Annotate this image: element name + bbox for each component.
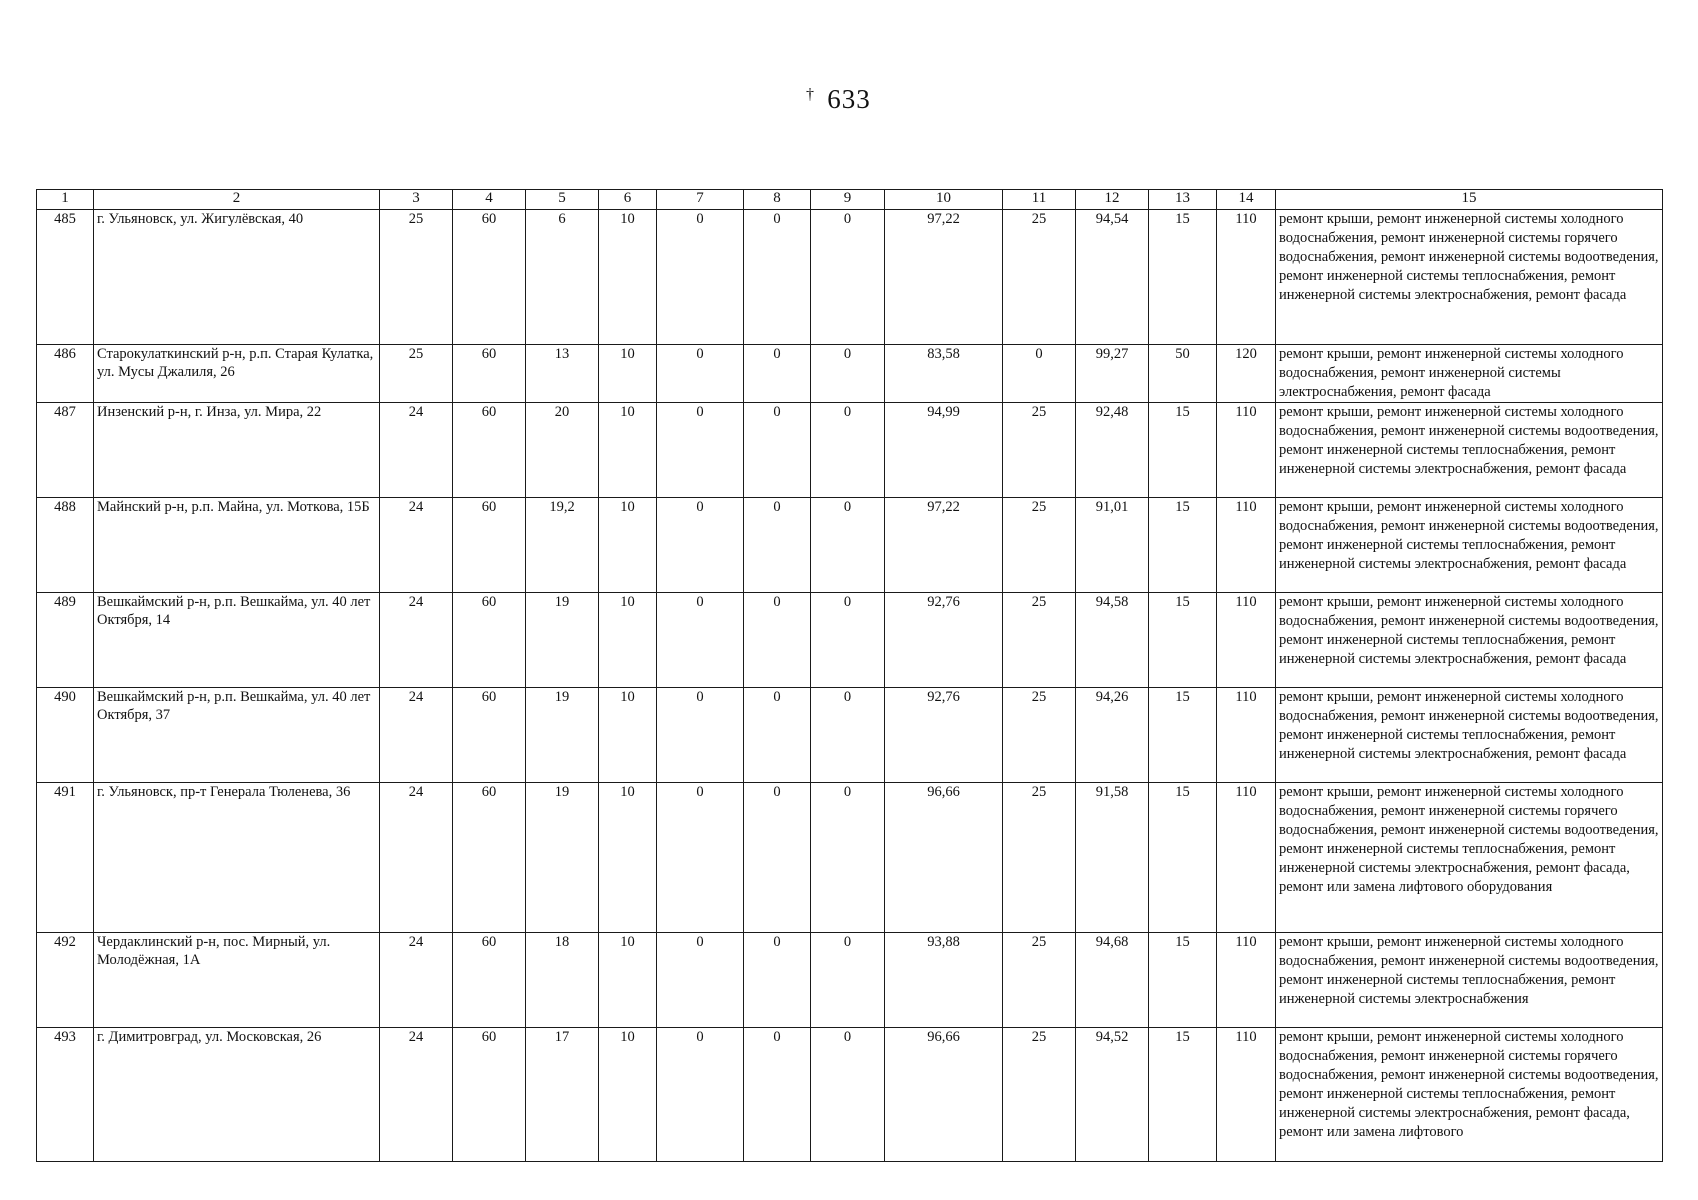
value-cell: 110 [1217, 593, 1276, 688]
repair-works-cell: ремонт крыши, ремонт инженерной системы холодного водоснабжения, ремонт инженерной системы горячего водоснабжения, ремонт инженерной системы водоотведения, ремонт инженерной системы теплоснабжения, ремонт инженерной системы электроснабжения, ремонт фасада, ремонт или замена лифтового оборудования [1276, 783, 1663, 933]
repair-works-cell: ремонт крыши, ремонт инженерной системы холодного водоснабжения, ремонт инженерной системы горячего водоснабжения, ремонт инженерной системы водоотведения, ремонт инженерной системы теплоснабжения, ремонт инженерной системы электроснабжения, ремонт фасада [1276, 210, 1663, 345]
column-header: 4 [453, 190, 526, 210]
column-header: 15 [1276, 190, 1663, 210]
value-cell: 92,76 [885, 593, 1003, 688]
repair-works-cell: ремонт крыши, ремонт инженерной системы холодного водоснабжения, ремонт инженерной системы водоотведения, ремонт инженерной системы теплоснабжения, ремонт инженерной системы электроснабжения, ремонт фасада [1276, 403, 1663, 498]
value-cell: 15 [1149, 593, 1217, 688]
value-cell: 25 [1003, 933, 1076, 1028]
repair-works-cell: ремонт крыши, ремонт инженерной системы холодного водоснабжения, ремонт инженерной системы горячего водоснабжения, ремонт инженерной системы водоотведения, ремонт инженерной системы теплоснабжения, ремонт инженерной системы электроснабжения, ремонт фасада, ремонт или замена лифтового [1276, 1028, 1663, 1162]
value-cell: 0 [811, 1028, 885, 1162]
value-cell: 25 [1003, 593, 1076, 688]
value-cell: 17 [526, 1028, 599, 1162]
row-number-cell: 492 [37, 933, 94, 1028]
value-cell: 15 [1149, 1028, 1217, 1162]
value-cell: 10 [599, 498, 657, 593]
address-cell: Вешкаймский р-н, р.п. Вешкайма, ул. 40 лет Октября, 37 [94, 688, 380, 783]
value-cell: 60 [453, 403, 526, 498]
value-cell: 15 [1149, 688, 1217, 783]
value-cell: 110 [1217, 498, 1276, 593]
value-cell: 0 [744, 593, 811, 688]
repair-registry-table [36, 189, 1663, 1162]
value-cell: 110 [1217, 403, 1276, 498]
value-cell: 15 [1149, 783, 1217, 933]
repair-works-cell: ремонт крыши, ремонт инженерной системы холодного водоснабжения, ремонт инженерной системы водоотведения, ремонт инженерной системы теплоснабжения, ремонт инженерной системы электроснабжения, ремонт фасада [1276, 498, 1663, 593]
value-cell: 0 [657, 593, 744, 688]
value-cell: 97,22 [885, 210, 1003, 345]
value-cell: 0 [657, 403, 744, 498]
column-header: 1 [37, 190, 94, 210]
value-cell: 92,76 [885, 688, 1003, 783]
value-cell: 20 [526, 403, 599, 498]
value-cell: 0 [811, 345, 885, 403]
row-number-cell: 490 [37, 688, 94, 783]
value-cell: 0 [744, 210, 811, 345]
value-cell: 25 [1003, 688, 1076, 783]
value-cell: 120 [1217, 345, 1276, 403]
address-cell: г. Ульяновск, ул. Жигулёвская, 40 [94, 210, 380, 345]
repair-works-cell: ремонт крыши, ремонт инженерной системы холодного водоснабжения, ремонт инженерной системы водоотведения, ремонт инженерной системы теплоснабжения, ремонт инженерной системы электроснабжения, ремонт фасада [1276, 688, 1663, 783]
value-cell: 110 [1217, 783, 1276, 933]
column-header: 10 [885, 190, 1003, 210]
page-number: 633 [827, 84, 871, 114]
row-number-cell: 488 [37, 498, 94, 593]
value-cell: 94,68 [1076, 933, 1149, 1028]
address-cell: Вешкаймский р-н, р.п. Вешкайма, ул. 40 лет Октября, 14 [94, 593, 380, 688]
value-cell: 10 [599, 403, 657, 498]
value-cell: 25 [1003, 210, 1076, 345]
column-header: 2 [94, 190, 380, 210]
value-cell: 25 [1003, 1028, 1076, 1162]
address-cell: г. Димитровград, ул. Московская, 26 [94, 1028, 380, 1162]
value-cell: 24 [380, 593, 453, 688]
table-row [37, 783, 1663, 933]
column-header: 3 [380, 190, 453, 210]
column-header: 7 [657, 190, 744, 210]
repair-works-cell: ремонт крыши, ремонт инженерной системы холодного водоснабжения, ремонт инженерной системы водоотведения, ремонт инженерной системы теплоснабжения, ремонт инженерной системы электроснабжения [1276, 933, 1663, 1028]
value-cell: 24 [380, 688, 453, 783]
row-number-cell: 485 [37, 210, 94, 345]
value-cell: 13 [526, 345, 599, 403]
value-cell: 94,26 [1076, 688, 1149, 783]
value-cell: 60 [453, 933, 526, 1028]
value-cell: 25 [1003, 498, 1076, 593]
address-cell: Майнский р-н, р.п. Майна, ул. Моткова, 15Б [94, 498, 380, 593]
value-cell: 24 [380, 1028, 453, 1162]
column-header: 12 [1076, 190, 1149, 210]
row-number-cell: 493 [37, 1028, 94, 1162]
column-header: 6 [599, 190, 657, 210]
value-cell: 19,2 [526, 498, 599, 593]
value-cell: 110 [1217, 688, 1276, 783]
value-cell: 10 [599, 1028, 657, 1162]
value-cell: 24 [380, 933, 453, 1028]
value-cell: 97,22 [885, 498, 1003, 593]
value-cell: 60 [453, 498, 526, 593]
table-row [37, 498, 1663, 593]
address-cell: г. Ульяновск, пр-т Генерала Тюленева, 36 [94, 783, 380, 933]
value-cell: 0 [744, 1028, 811, 1162]
value-cell: 10 [599, 345, 657, 403]
value-cell: 99,27 [1076, 345, 1149, 403]
value-cell: 10 [599, 688, 657, 783]
value-cell: 15 [1149, 498, 1217, 593]
value-cell: 0 [744, 345, 811, 403]
table-row [37, 210, 1663, 345]
value-cell: 25 [1003, 783, 1076, 933]
value-cell: 0 [811, 688, 885, 783]
table-row [37, 345, 1663, 403]
row-number-cell: 491 [37, 783, 94, 933]
repair-works-cell: ремонт крыши, ремонт инженерной системы холодного водоснабжения, ремонт инженерной системы электроснабжения, ремонт фасада [1276, 345, 1663, 403]
value-cell: 94,99 [885, 403, 1003, 498]
value-cell: 60 [453, 345, 526, 403]
value-cell: 0 [811, 210, 885, 345]
value-cell: 15 [1149, 403, 1217, 498]
value-cell: 110 [1217, 1028, 1276, 1162]
value-cell: 0 [811, 783, 885, 933]
value-cell: 19 [526, 783, 599, 933]
value-cell: 60 [453, 593, 526, 688]
value-cell: 0 [744, 403, 811, 498]
value-cell: 18 [526, 933, 599, 1028]
table-row [37, 688, 1663, 783]
value-cell: 25 [380, 210, 453, 345]
value-cell: 50 [1149, 345, 1217, 403]
column-header: 8 [744, 190, 811, 210]
value-cell: 0 [811, 498, 885, 593]
value-cell: 91,01 [1076, 498, 1149, 593]
value-cell: 10 [599, 783, 657, 933]
value-cell: 19 [526, 593, 599, 688]
address-cell: Чердаклинский р-н, пос. Мирный, ул. Молодёжная, 1А [94, 933, 380, 1028]
row-number-cell: 486 [37, 345, 94, 403]
repair-works-cell: ремонт крыши, ремонт инженерной системы холодного водоснабжения, ремонт инженерной системы водоотведения, ремонт инженерной системы теплоснабжения, ремонт инженерной системы электроснабжения, ремонт фасада [1276, 593, 1663, 688]
column-header: 13 [1149, 190, 1217, 210]
value-cell: 24 [380, 783, 453, 933]
value-cell: 15 [1149, 210, 1217, 345]
table-row [37, 1028, 1663, 1162]
column-header: 9 [811, 190, 885, 210]
value-cell: 0 [744, 688, 811, 783]
value-cell: 110 [1217, 210, 1276, 345]
table-row [37, 403, 1663, 498]
row-number-cell: 487 [37, 403, 94, 498]
row-number-cell: 489 [37, 593, 94, 688]
column-header: 14 [1217, 190, 1276, 210]
value-cell: 0 [811, 933, 885, 1028]
value-cell: 10 [599, 210, 657, 345]
value-cell: 0 [657, 1028, 744, 1162]
value-cell: 0 [744, 498, 811, 593]
value-cell: 0 [744, 783, 811, 933]
value-cell: 94,54 [1076, 210, 1149, 345]
address-cell: Старокулаткинский р-н, р.п. Старая Кулатка, ул. Мусы Джалиля, 26 [94, 345, 380, 403]
value-cell: 19 [526, 688, 599, 783]
value-cell: 0 [744, 933, 811, 1028]
value-cell: 24 [380, 498, 453, 593]
column-header: 11 [1003, 190, 1076, 210]
value-cell: 0 [657, 783, 744, 933]
column-header: 5 [526, 190, 599, 210]
table-row [37, 593, 1663, 688]
table-row [37, 933, 1663, 1028]
scan-tick-mark: † [806, 86, 814, 103]
value-cell: 0 [811, 593, 885, 688]
value-cell: 93,88 [885, 933, 1003, 1028]
value-cell: 60 [453, 688, 526, 783]
value-cell: 96,66 [885, 783, 1003, 933]
value-cell: 96,66 [885, 1028, 1003, 1162]
column-number-header-row [37, 190, 1663, 210]
value-cell: 0 [811, 403, 885, 498]
value-cell: 110 [1217, 933, 1276, 1028]
value-cell: 25 [380, 345, 453, 403]
value-cell: 60 [453, 210, 526, 345]
value-cell: 15 [1149, 933, 1217, 1028]
value-cell: 25 [1003, 403, 1076, 498]
value-cell: 60 [453, 1028, 526, 1162]
value-cell: 0 [1003, 345, 1076, 403]
value-cell: 6 [526, 210, 599, 345]
value-cell: 0 [657, 210, 744, 345]
value-cell: 0 [657, 688, 744, 783]
value-cell: 60 [453, 783, 526, 933]
value-cell: 0 [657, 345, 744, 403]
value-cell: 24 [380, 403, 453, 498]
value-cell: 10 [599, 593, 657, 688]
value-cell: 92,48 [1076, 403, 1149, 498]
address-cell: Инзенский р-н, г. Инза, ул. Мира, 22 [94, 403, 380, 498]
value-cell: 0 [657, 498, 744, 593]
value-cell: 83,58 [885, 345, 1003, 403]
value-cell: 10 [599, 933, 657, 1028]
value-cell: 91,58 [1076, 783, 1149, 933]
value-cell: 94,58 [1076, 593, 1149, 688]
value-cell: 94,52 [1076, 1028, 1149, 1162]
value-cell: 0 [657, 933, 744, 1028]
